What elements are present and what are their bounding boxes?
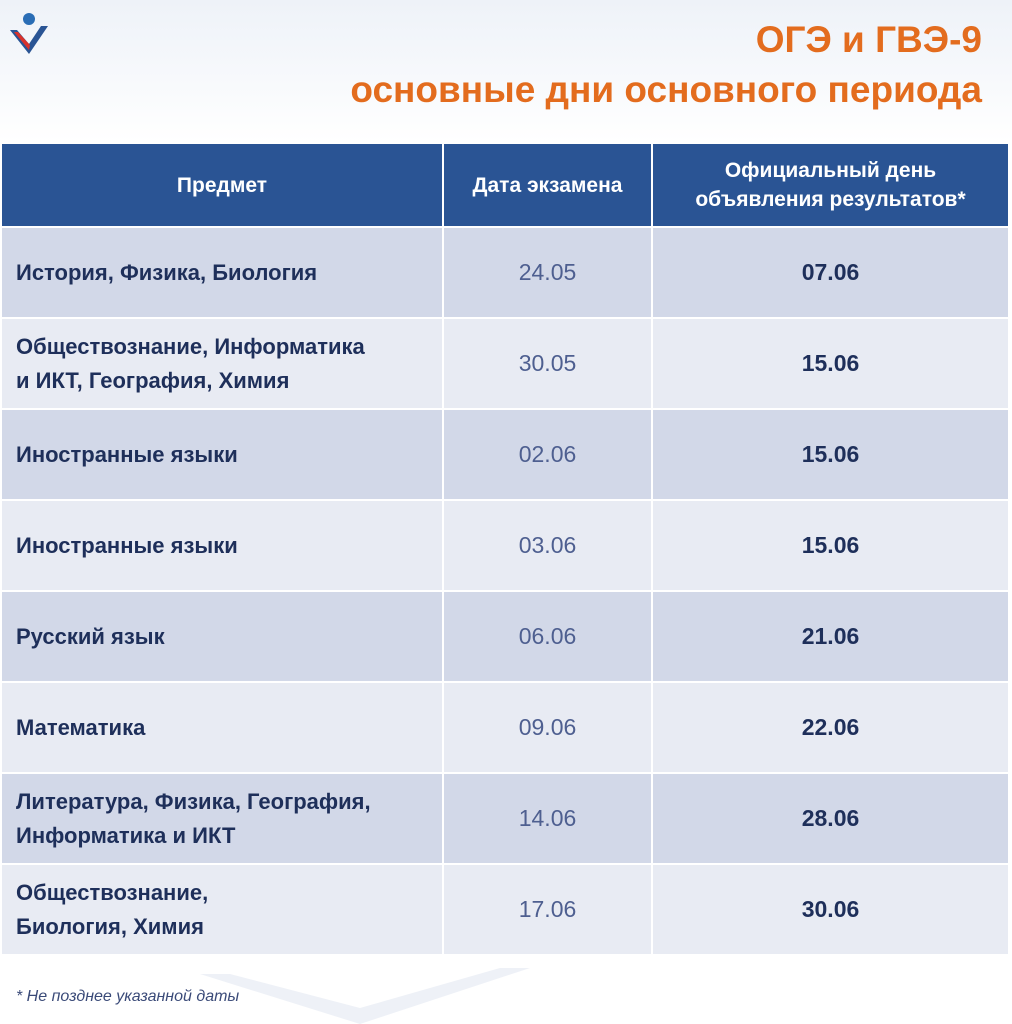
subject-line1: Литература, Физика, География, xyxy=(16,788,371,814)
page-subtitle: основные дни основного периода xyxy=(350,69,982,110)
subject-line2: Биология, Химия xyxy=(16,913,204,939)
table-row xyxy=(2,501,1008,590)
subject-cell xyxy=(2,410,442,499)
exam-date-cell: 03.06 xyxy=(444,501,651,590)
subject-cell xyxy=(2,774,442,863)
table-row xyxy=(2,865,1008,954)
subject-line1: Обществознание, xyxy=(16,879,209,905)
header-subject: Предмет xyxy=(2,144,442,226)
result-date-cell: 21.06 xyxy=(653,592,1008,681)
exam-date-cell: 06.06 xyxy=(444,592,651,681)
exam-date-cell: 14.06 xyxy=(444,774,651,863)
result-date-cell: 30.06 xyxy=(653,865,1008,954)
header-result-date xyxy=(653,144,1008,226)
result-date-cell: 07.06 xyxy=(653,228,1008,317)
exam-date-cell: 30.05 xyxy=(444,319,651,408)
header-result-line1: Официальный день xyxy=(724,159,937,182)
subject-line1: История, Физика, Биология xyxy=(16,259,318,285)
table-row xyxy=(2,592,1008,681)
subject-cell xyxy=(2,592,442,681)
subject-line1: Обществознание, Информатика xyxy=(16,333,365,359)
table-row xyxy=(2,683,1008,772)
table-row xyxy=(2,410,1008,499)
exam-date-cell: 09.06 xyxy=(444,683,651,772)
subject-cell xyxy=(2,865,442,954)
header-result-line2: объявления результатов* xyxy=(695,188,966,211)
subject-line1: Иностранные языки xyxy=(16,532,238,558)
result-date-cell: 22.06 xyxy=(653,683,1008,772)
exam-date-cell: 24.05 xyxy=(444,228,651,317)
subject-line1: Русский язык xyxy=(16,623,165,649)
table-row xyxy=(2,774,1008,863)
table-row xyxy=(2,319,1008,408)
exam-schedule-table xyxy=(0,142,1010,956)
table-row xyxy=(2,228,1008,317)
subject-line1: Математика xyxy=(16,714,146,740)
footnote: * Не позднее указанной даты xyxy=(16,988,240,1005)
header-exam-date: Дата экзамена xyxy=(444,144,651,226)
result-date-cell: 15.06 xyxy=(653,319,1008,408)
subject-line2: и ИКТ, География, Химия xyxy=(16,367,290,393)
subject-cell xyxy=(2,228,442,317)
page-title: ОГЭ и ГВЭ-9 xyxy=(755,19,982,60)
exam-date-cell: 02.06 xyxy=(444,410,651,499)
result-date-cell: 28.06 xyxy=(653,774,1008,863)
result-date-cell: 15.06 xyxy=(653,410,1008,499)
logo-icon xyxy=(8,12,50,58)
subject-line2: Информатика и ИКТ xyxy=(16,822,236,848)
result-date-cell: 15.06 xyxy=(653,501,1008,590)
subject-cell xyxy=(2,319,442,408)
watermark-icon xyxy=(200,960,530,1024)
subject-line1: Иностранные языки xyxy=(16,441,238,467)
table-header-row xyxy=(2,144,1008,226)
subject-cell xyxy=(2,501,442,590)
exam-date-cell: 17.06 xyxy=(444,865,651,954)
subject-cell xyxy=(2,683,442,772)
